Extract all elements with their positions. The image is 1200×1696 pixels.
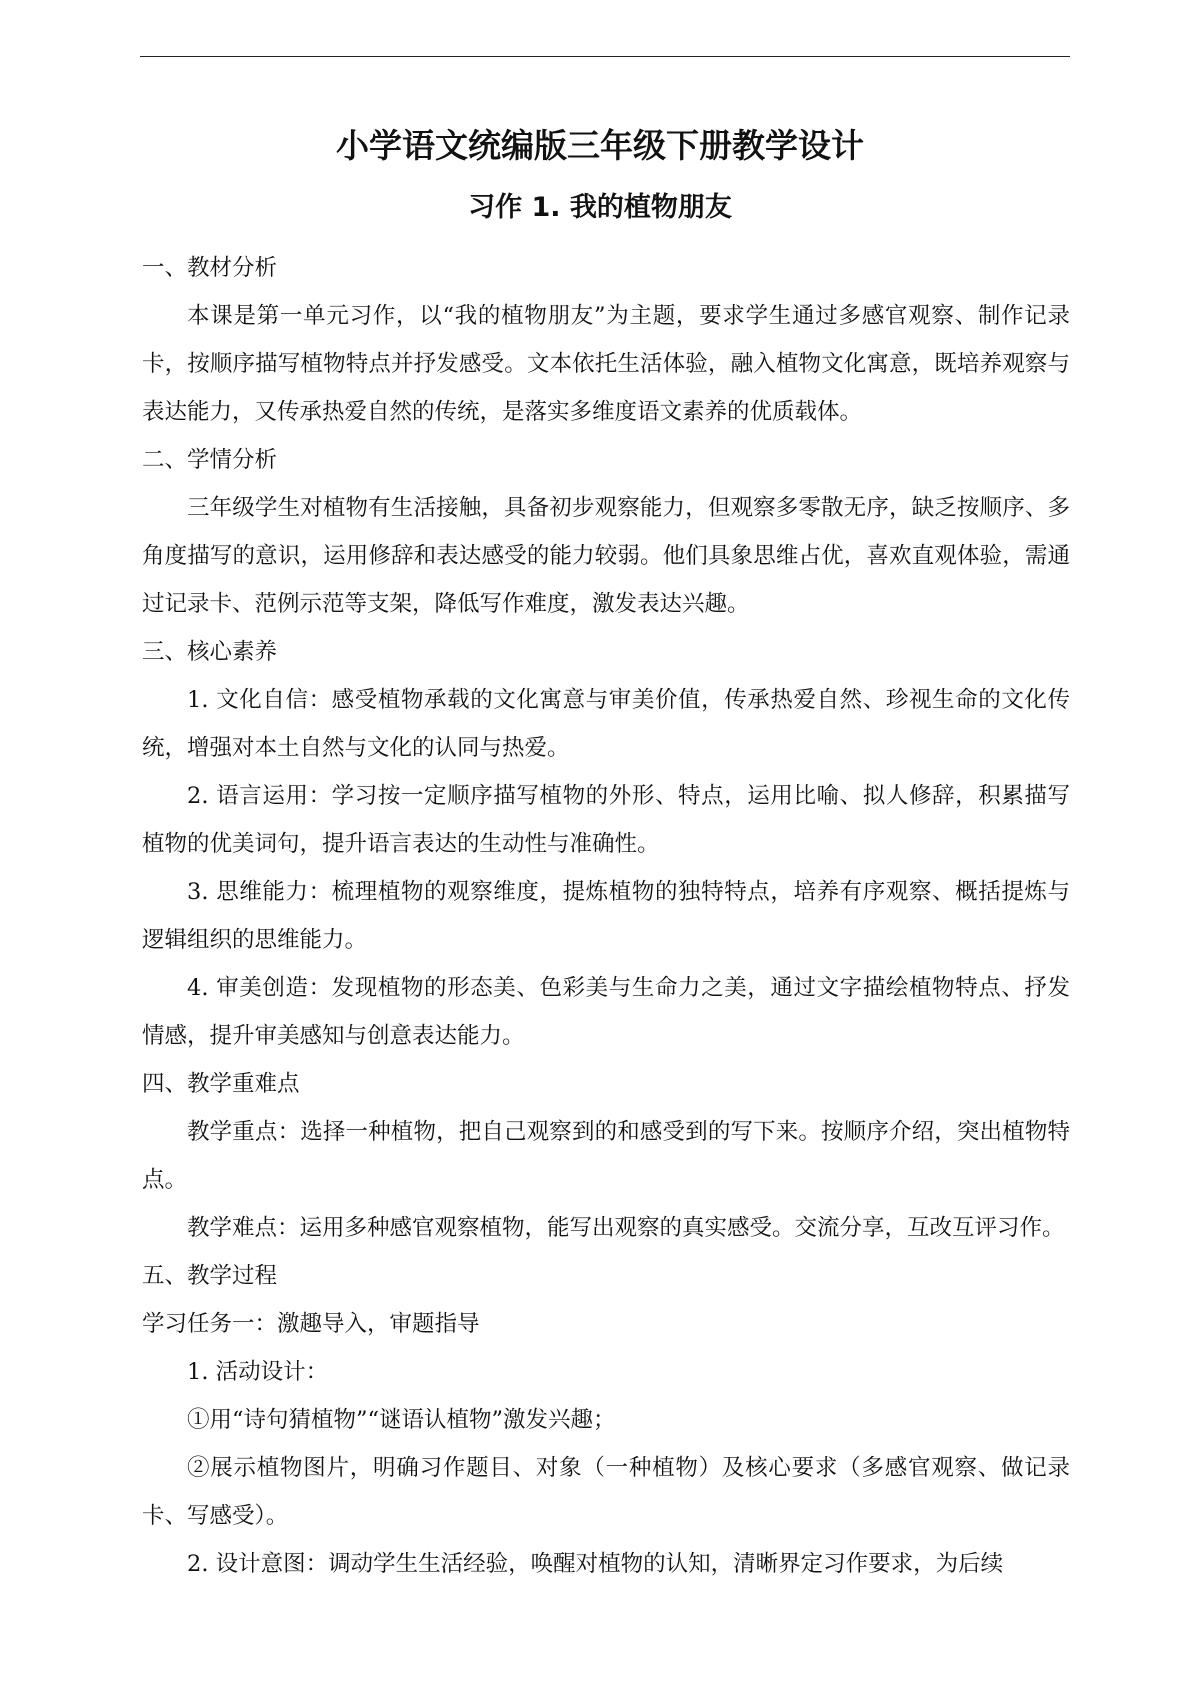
paragraph: 本课是第一单元习作，以“我的植物朋友”为主题，要求学生通过多感官观察、制作记录卡，按顺序描写植物特点并抒发感受。文本依托生活体验，融入植物文化寓意，既培养观察与表达能力，又传承热爱自然的传统，是落实多维度语文素养的优质载体。 xyxy=(142,303,1070,425)
paragraph: 教学难点：运用多种感官观察植物，能写出观察的真实感受。交流分享，互改互评习作。 xyxy=(187,1215,1065,1241)
task-heading: 学习任务一：激趣导入，审题指导 xyxy=(142,1311,480,1337)
section-heading-student-analysis: 二、学情分析 xyxy=(142,447,278,473)
paragraph: 三年级学生对植物有生活接触，具备初步观察能力，但观察多零散无序，缺乏按顺序、多角度描写的意识，运用修辞和表达感受的能力较弱。他们具象思维占优，喜欢直观体验，需通过记录卡、范例示范等支架，降低写作难度，激发表达兴趣。 xyxy=(142,495,1070,617)
paragraph: 2. 设计意图：调动学生生活经验，唤醒对植物的认知，清晰界定习作要求，为后续 xyxy=(187,1551,1004,1577)
section-heading-teaching-process: 五、教学过程 xyxy=(142,1263,278,1289)
paragraph: 教学重点：选择一种植物，把自己观察到的和感受到的写下来。按顺序介绍，突出植物特点。 xyxy=(142,1119,1070,1193)
section-heading-core-literacy: 三、核心素养 xyxy=(142,639,278,665)
paragraph: 2. 语言运用：学习按一定顺序描写植物的外形、特点，运用比喻、拟人修辞，积累描写植物的优美词句，提升语言表达的生动性与准确性。 xyxy=(142,783,1070,857)
section-heading-key-points: 四、教学重难点 xyxy=(142,1071,300,1097)
paragraph: ①用“诗句猜植物”“谜语认植物”激发兴趣； xyxy=(187,1407,616,1433)
paragraph: 1. 文化自信：感受植物承载的文化寓意与审美价值，传承热爱自然、珍视生命的文化传统，增强对本土自然与文化的认同与热爱。 xyxy=(142,687,1070,761)
document-body xyxy=(142,244,1070,1588)
paragraph: 1. 活动设计： xyxy=(187,1359,329,1385)
lesson-title: 习作 1. 我的植物朋友 xyxy=(468,192,732,223)
section-heading-textbook-analysis: 一、教材分析 xyxy=(142,255,278,281)
header-rule xyxy=(140,56,1070,57)
paragraph: 3. 思维能力：梳理植物的观察维度，提炼植物的独特特点，培养有序观察、概括提炼与逻辑组织的思维能力。 xyxy=(142,879,1070,953)
page-title: 小学语文统编版三年级下册教学设计 xyxy=(336,126,864,165)
paragraph: 4. 审美创造：发现植物的形态美、色彩美与生命力之美，通过文字描绘植物特点、抒发情感，提升审美感知与创意表达能力。 xyxy=(142,975,1070,1049)
paragraph: ②展示植物图片，明确习作题目、对象（一种植物）及核心要求（多感官观察、做记录卡、写感受）。 xyxy=(142,1455,1070,1529)
